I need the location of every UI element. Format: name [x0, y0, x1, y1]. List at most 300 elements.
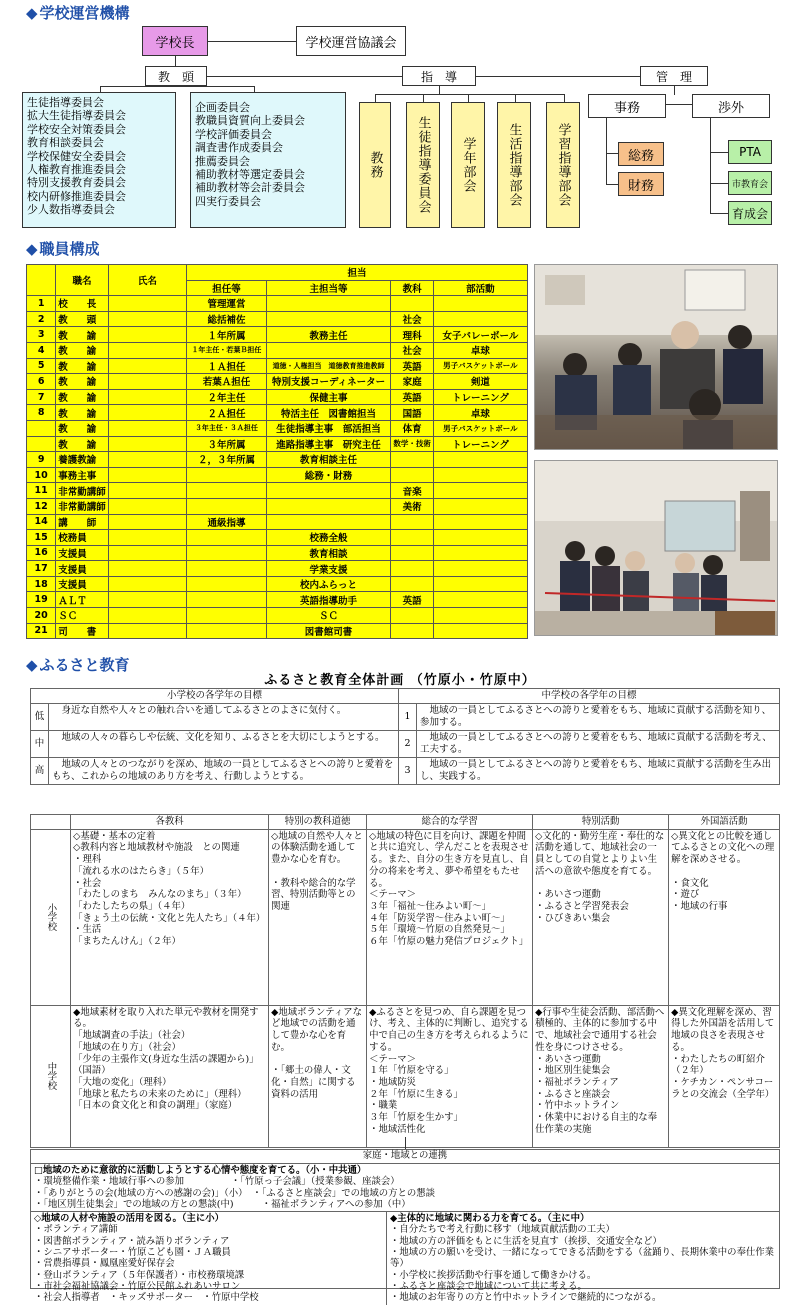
table-cell: ２年主任	[187, 389, 267, 405]
goal-cell: 中	[31, 731, 49, 758]
table-row	[27, 623, 528, 639]
table-cell: １年所属	[187, 327, 267, 343]
table-cell	[433, 514, 527, 530]
table-cell: 5	[27, 358, 56, 374]
table-cell	[391, 576, 434, 592]
jh-row-label: 中学校	[31, 1005, 71, 1147]
connector	[439, 86, 440, 94]
table-cell: 美術	[391, 498, 434, 514]
table-cell	[187, 483, 267, 499]
table-cell: 音楽	[391, 483, 434, 499]
kyoto-box: 教 頭	[145, 66, 207, 86]
committee-item: 拡大生徒指導委員会	[27, 109, 126, 123]
connector	[710, 183, 728, 184]
plan-title: ふるさと教育全体計画 （竹原小・竹原中）	[264, 673, 536, 688]
pta-box: PTA	[728, 140, 772, 164]
table-cell: 17	[27, 561, 56, 577]
table-cell: 教育相談主任	[266, 452, 391, 468]
table-cell	[108, 358, 186, 374]
table-cell: 非常勤講師	[56, 483, 109, 499]
renkei-line: ・「ありがとうの会(地域の方への感謝の会)」（小） ・「ふるさと座談会」での地域の方との懇談	[34, 1187, 436, 1199]
goal-cell: 地域の一員としてふるさとへの誇りと愛着をもち、地域に貢献する活動を生み出し、実践する。	[417, 758, 780, 785]
table-cell: ３年主任・３Ａ担任	[187, 420, 267, 436]
section-title-furusato: ◆ ふるさと教育	[26, 656, 130, 674]
table-cell	[391, 530, 434, 546]
elem-row-label: 小学校	[31, 829, 71, 1005]
table-row	[27, 452, 528, 468]
section-title-staff: ◆ 職員構成	[26, 240, 100, 258]
table-cell: 教 諭	[56, 405, 109, 421]
table-cell	[266, 342, 391, 358]
shido-unit: 生活指導部会	[497, 102, 531, 228]
table-cell	[108, 514, 186, 530]
goals-table	[30, 688, 780, 785]
table-cell: 教育相談	[266, 545, 391, 561]
connector	[606, 118, 607, 184]
table-cell: 剣道	[433, 374, 527, 390]
shogai-box: 渉外	[692, 94, 770, 118]
committee-item: 学校評価委員会	[195, 127, 272, 141]
table-cell	[108, 327, 186, 343]
table-cell	[108, 467, 186, 483]
renkei-head: □地域のために意欲的に活動しようとする心情や態度を育てる。（小・中共通）	[34, 1165, 367, 1176]
table-cell: 10	[27, 467, 56, 483]
goal-cell: 1	[399, 704, 417, 731]
photo-classroom-discussion	[534, 264, 778, 450]
table-cell: 特活主任 図書館担当	[266, 405, 391, 421]
table-cell: 生徒指導主事 部活担当	[266, 420, 391, 436]
goal-cell: 2	[399, 731, 417, 758]
table-cell: 英語指導助手	[266, 592, 391, 608]
table-cell: ＳＣ	[266, 608, 391, 624]
col-header: 部活動	[433, 280, 527, 296]
shido-unit: 教務	[359, 102, 391, 228]
table-cell	[391, 296, 434, 312]
matrix-cell: ◆異文化理解を深め、習得した外国語を活用して地域の良さを表現させる。 ・わたしたちの町紹介（２年） ・ケチカン・ペンサコーラとの交流会（全学年）	[669, 1005, 780, 1147]
connector	[208, 41, 296, 42]
table-cell: 校 長	[56, 296, 109, 312]
table-cell: １年主任・若葉Ｂ担任	[187, 342, 267, 358]
table-cell: 20	[27, 608, 56, 624]
col-header: 教科	[391, 280, 434, 296]
kanri-box: 管 理	[640, 66, 708, 86]
table-cell: 英語	[391, 358, 434, 374]
table-cell: ＳＣ	[56, 608, 109, 624]
table-cell	[108, 296, 186, 312]
connector	[100, 86, 254, 87]
table-cell	[108, 436, 186, 452]
table-row	[27, 576, 528, 592]
table-cell: 教務主任	[266, 327, 391, 343]
table-row	[27, 483, 528, 499]
table-cell: 21	[27, 623, 56, 639]
committee-item: 補助教材等会計委員会	[195, 181, 305, 195]
committee-item: 学校保健安全委員会	[27, 149, 126, 163]
matrix-header: 外国語活動	[669, 815, 780, 830]
somu-box: 総務	[618, 142, 664, 166]
table-cell	[433, 296, 527, 312]
table-cell	[391, 623, 434, 639]
table-cell	[108, 530, 186, 546]
table-cell	[433, 498, 527, 514]
table-cell	[108, 374, 186, 390]
connector	[375, 94, 376, 102]
connector	[375, 94, 565, 95]
table-cell: 7	[27, 389, 56, 405]
table-cell	[433, 608, 527, 624]
table-cell: 校内ふらっと	[266, 576, 391, 592]
committee-item: 調査書作成委員会	[195, 141, 283, 155]
photo-ribbon-cutting	[534, 460, 778, 636]
table-cell: 数学・技術	[391, 436, 434, 452]
renkei-line: ・営農指導員・鳳凰座愛好保存会	[34, 1258, 175, 1270]
renkei-right-head: ◆主体的に地域に関わる力を育てる。（主に中）	[390, 1213, 590, 1225]
table-cell: 教 諭	[56, 436, 109, 452]
table-cell: 女子バレーボール	[433, 327, 527, 343]
table-cell	[108, 592, 186, 608]
table-cell: 管理運営	[187, 296, 267, 312]
renkei-common	[31, 1164, 779, 1212]
table-cell	[266, 498, 391, 514]
table-row	[27, 311, 528, 327]
table-cell	[108, 389, 186, 405]
renkei-right	[387, 1212, 779, 1304]
table-row	[27, 498, 528, 514]
table-cell	[108, 498, 186, 514]
table-cell: 15	[27, 530, 56, 546]
goal-cell: 3	[399, 758, 417, 785]
table-cell	[27, 436, 56, 452]
matrix-cell: ◆地域素材を取り入れた単元や教材を開発する。 「地域調査の手法」（社会） 「地域の在り方」（社会） 「少年の主張作文(身近な生活の課題から)」（国語） 「大地の変化」（理科） 「地球と私たちの未来のために」（理科） 「日本の食文化と和食の調理」（家庭）	[71, 1005, 269, 1147]
committee-list-right	[190, 92, 346, 228]
matrix-cell: ◆地域ボランティアなど地域での活動を通して豊かな心を育む。 ・「郷土の偉人・文化・自然」に関する資料の活用	[269, 1005, 367, 1147]
table-cell	[108, 452, 186, 468]
committee-item: 少人数指導委員会	[27, 203, 115, 217]
connector	[606, 184, 618, 185]
diamond-icon: ◆	[26, 4, 38, 22]
connector	[405, 1137, 406, 1149]
table-cell	[187, 467, 267, 483]
table-cell: 国語	[391, 405, 434, 421]
table-row	[27, 342, 528, 358]
table-cell	[187, 498, 267, 514]
table-cell: 保健主事	[266, 389, 391, 405]
table-cell	[433, 530, 527, 546]
table-cell: 教 諭	[56, 420, 109, 436]
table-row	[27, 358, 528, 374]
matrix-cell: ◆ふるさとを見つめ、自ら課題を見つけ、考え、主体的に判断し、追究する中で自己の生き方を考えられるようにする。 ＜テーマ＞ １年「竹原を守る」 ・地域防災 ２年「竹原に生きる」 ・職業 ３年「竹原を生かす」 ・地域活性化	[367, 1005, 533, 1147]
table-cell	[433, 483, 527, 499]
table-cell	[108, 311, 186, 327]
goal-cell: 地域の人々とのつながりを深め、地域の一員としてふるさとへの誇りと愛着をもち、これからの地域のあり方を考え、行動しようとする。	[49, 758, 399, 785]
table-cell: 校務全般	[266, 530, 391, 546]
table-cell: 支援員	[56, 545, 109, 561]
table-cell: 14	[27, 514, 56, 530]
table-row	[27, 592, 528, 608]
table-cell: 特別支援コーディネーター	[266, 374, 391, 390]
goal-row	[31, 704, 780, 731]
matrix-cell: ◇地域の自然や人々との体験活動を通して豊かな心を育む。 ・教科や総合的な学習、特別活動等との関連	[269, 829, 367, 1005]
renkei-line: ・社会人指導者 ・キッズサポーター ・竹原中学校	[34, 1292, 259, 1304]
table-cell: 3	[27, 327, 56, 343]
table-cell	[391, 608, 434, 624]
activity-matrix	[30, 814, 780, 1148]
table-cell	[108, 608, 186, 624]
matrix-cell: ◇異文化との比較を通してふるさとの文化への理解を深めさせる。 ・食文化 ・遊び ・地域の行事	[669, 829, 780, 1005]
staff-table	[26, 264, 528, 639]
connector	[606, 153, 618, 154]
table-cell	[433, 592, 527, 608]
table-cell: 教 諭	[56, 342, 109, 358]
table-cell: 道徳・人権担当 道徳教育推進教師	[266, 358, 391, 374]
table-cell	[266, 514, 391, 530]
table-cell: トレーニング	[433, 389, 527, 405]
table-cell: 校務員	[56, 530, 109, 546]
renkei-line: ・登山ボランティア（５年保護者）・市校務環境課	[34, 1269, 245, 1281]
table-row	[27, 389, 528, 405]
table-cell: 教 諭	[56, 358, 109, 374]
connector	[674, 86, 675, 95]
goal-cell: 低	[31, 704, 49, 731]
jh-goal-header: 中学校の各学年の目標	[399, 689, 780, 704]
table-cell: ２Ａ担任	[187, 405, 267, 421]
committee-item: 校内研修推進委員会	[27, 189, 126, 203]
table-cell: 11	[27, 483, 56, 499]
table-cell: 9	[27, 452, 56, 468]
table-cell: 司 書	[56, 623, 109, 639]
table-cell	[433, 623, 527, 639]
table-cell: 8	[27, 405, 56, 421]
table-cell: 総務・財務	[266, 467, 391, 483]
renkei-line: ・ふるさと座談会で地域について共に考える。	[390, 1280, 587, 1292]
matrix-cell: ◇基礎・基本の定着 ◇教科内容と地域教材や施設 との関連 ・理科 「流れる水のはたらき」（５年） ・社会 「わたしのまち みんなのまち」（３年） 「わたしたちの県」（４年） 「きょう土の伝統・文化と先人たち」（４年） ・生活 「まちたんけん」（２年）	[71, 829, 269, 1005]
table-cell: 英語	[391, 592, 434, 608]
renkei-line: ・自分たちで考え行動に移す（地域貢献活動の工夫）	[390, 1224, 615, 1236]
connector	[666, 104, 692, 105]
goal-cell: 地域の一員としてふるさとへの誇りと愛着をもち、地域に貢献する活動を考え、工夫する。	[417, 731, 780, 758]
matrix-cell: ◇地域の特色に目を向け、課題を仲間と共に追究し、学んだことを表現させる。また、自分の生き方を見直し、自分の将来を考え、夢や希望をもたせる。 ＜テーマ＞ ３年「福祉～住みよい町～」 ４年「防災学習～住みよい町～」 ５年「環境～竹原の自然発見～」 ６年「竹原の魅力発信プロジェクト」	[367, 829, 533, 1005]
ikuseikai-box: 育成会	[728, 201, 772, 225]
elem-goal-header: 小学校の各学年の目標	[31, 689, 399, 704]
table-cell	[433, 576, 527, 592]
committee-item: 四実行委員会	[195, 194, 261, 208]
table-cell: 社会	[391, 311, 434, 327]
table-cell	[187, 592, 267, 608]
renkei-split	[31, 1212, 779, 1304]
table-cell: 理科	[391, 327, 434, 343]
matrix-header: 総合的な学習	[367, 815, 533, 830]
table-cell: トレーニング	[433, 436, 527, 452]
table-cell: 教 諭	[56, 327, 109, 343]
table-cell: 教 頭	[56, 311, 109, 327]
table-cell: ＡＬＴ	[56, 592, 109, 608]
renkei-box	[30, 1149, 780, 1304]
renkei-line: ・シニアサポーター・竹原こども園・ＪＡ職員	[34, 1247, 231, 1259]
goal-cell: 身近な自然や人々との触れ合いを通してふるさとのよさに気付く。	[49, 704, 399, 731]
matrix-cell: ◆行事や生徒会活動、部活動へ積極的、主体的に参加する中で、地域社会で通用する社会性を身につけさせる。 ・あいさつ運動 ・地区別生徒集会 ・福祉ボランティア ・ふるさと座談会 ・竹中ホットライン ・休業中における自主的な奉仕作業の実施	[533, 1005, 669, 1147]
table-cell	[187, 623, 267, 639]
council-box: 学校運営協議会	[296, 26, 406, 56]
connector	[515, 94, 516, 102]
goal-row	[31, 758, 780, 785]
table-cell	[266, 483, 391, 499]
table-cell	[266, 311, 391, 327]
table-row	[27, 374, 528, 390]
photo-illustration	[535, 265, 778, 450]
connector	[423, 94, 424, 102]
table-cell: 4	[27, 342, 56, 358]
goal-cell: 地域の人々の暮らしや伝統、文化を知り、ふるさとを大切にしようとする。	[49, 731, 399, 758]
table-cell: 2	[27, 311, 56, 327]
shido-box: 指 導	[402, 66, 476, 86]
kyoikukai-box: 市教育会	[728, 171, 772, 195]
table-cell	[108, 405, 186, 421]
table-cell: 非常勤講師	[56, 498, 109, 514]
renkei-line: ・地域の方の評価をもとに生活を見直す（挨拶、交通安全など）	[390, 1235, 662, 1247]
renkei-line: ・「地区別生徒集会」での地域の方との懇談(中) ・福祉ボランティアへの参加（中）	[34, 1198, 411, 1210]
table-cell	[433, 561, 527, 577]
connector	[476, 76, 640, 77]
committee-item: 補助教材等選定委員会	[195, 168, 305, 182]
diamond-icon: ◆	[26, 240, 38, 258]
table-cell	[187, 576, 267, 592]
goal-cell: 地域の一員としてふるさとへの誇りと愛着をもち、地域に貢献する活動を知り、参加する。	[417, 704, 780, 731]
table-cell	[187, 608, 267, 624]
renkei-line: ・図書館ボランティア・読み語りボランティア	[34, 1235, 230, 1247]
table-cell: 卓球	[433, 342, 527, 358]
matrix-header: 特別の教科道徳	[269, 815, 367, 830]
table-cell	[391, 561, 434, 577]
table-cell	[391, 514, 434, 530]
goal-cell: 高	[31, 758, 49, 785]
shido-unit: 生徒指導委員会	[406, 102, 440, 228]
connector	[710, 118, 711, 214]
connector	[175, 56, 176, 66]
matrix-header: 各教科	[71, 815, 269, 830]
table-cell	[108, 545, 186, 561]
table-cell: 家庭	[391, 374, 434, 390]
table-cell: 講 師	[56, 514, 109, 530]
table-cell: 男子バスケットボール	[433, 358, 527, 374]
table-cell: 19	[27, 592, 56, 608]
table-cell	[433, 545, 527, 561]
table-row	[27, 545, 528, 561]
table-cell	[108, 420, 186, 436]
goal-row	[31, 731, 780, 758]
committee-item: 学校安全対策委員会	[27, 122, 126, 136]
table-cell: 6	[27, 374, 56, 390]
table-row	[27, 514, 528, 530]
matrix-cell: ◇文化的・勤労生産・奉仕的な活動を通して、地域社会の一員としての自覚とよりよい生活への意欲や態度を育てる。 ・あいさつ運動 ・ふるさと学習発表会 ・ひびきあい集会	[533, 829, 669, 1005]
renkei-title: 家庭・地域との連携	[31, 1150, 779, 1164]
table-cell	[27, 420, 56, 436]
table-cell	[433, 311, 527, 327]
table-cell	[391, 467, 434, 483]
table-cell: 18	[27, 576, 56, 592]
connector	[207, 76, 402, 77]
table-cell: 体育	[391, 420, 434, 436]
table-cell: 教 諭	[56, 389, 109, 405]
renkei-line: ・地域のお年寄りの方と竹中ホットラインで継続的につながる。	[390, 1292, 662, 1304]
table-cell: 図書館司書	[266, 623, 391, 639]
committee-item: 企画委員会	[195, 101, 250, 114]
committee-item: 人権教育推進委員会	[27, 163, 126, 177]
table-cell: 男子バスケットボール	[433, 420, 527, 436]
committee-item: 教職員資質向上委員会	[195, 114, 305, 128]
table-row	[27, 405, 528, 421]
table-row	[27, 530, 528, 546]
table-cell	[108, 483, 186, 499]
jimu-box: 事務	[588, 94, 666, 118]
table-row	[27, 467, 528, 483]
table-row	[27, 561, 528, 577]
diamond-icon: ◆	[26, 656, 38, 674]
table-cell	[187, 530, 267, 546]
table-cell: 支援員	[56, 576, 109, 592]
renkei-line: ・地域の方の願いを受け、一緒になってできる活動をする（盆踊り、長期休業中の奉仕作業等）	[390, 1247, 775, 1270]
table-cell	[433, 452, 527, 468]
renkei-left	[31, 1212, 387, 1304]
table-cell	[433, 467, 527, 483]
table-cell: ２，３年所属	[187, 452, 267, 468]
table-row	[27, 420, 528, 436]
table-cell: 英語	[391, 389, 434, 405]
table-cell: 1	[27, 296, 56, 312]
renkei-line: ・ボランティア講師	[34, 1224, 118, 1236]
zaimu-box: 財務	[618, 172, 664, 196]
table-cell	[108, 561, 186, 577]
table-cell	[187, 545, 267, 561]
table-cell: １Ａ担任	[187, 358, 267, 374]
table-row	[27, 327, 528, 343]
committee-item: 推薦委員会	[195, 154, 250, 168]
renkei-line: ・環境整備作業・地域行事への参加 ・「竹原っ子会議」（授業参観、座談会）	[34, 1176, 400, 1188]
col-header: 主担当等	[266, 280, 391, 296]
table-cell	[108, 576, 186, 592]
matrix-header: 特別活動	[533, 815, 669, 830]
principal-box: 学校長	[142, 26, 208, 56]
connector	[564, 94, 565, 102]
table-cell	[391, 545, 434, 561]
table-cell	[266, 296, 391, 312]
table-cell: 学業支援	[266, 561, 391, 577]
col-header: 氏名	[108, 265, 186, 296]
table-row	[27, 436, 528, 452]
table-cell: 若葉Ａ担任	[187, 374, 267, 390]
renkei-left-head: ◇地域の人材や施設の活用を図る。（主に小）	[34, 1213, 225, 1225]
connector	[710, 152, 728, 153]
table-row	[27, 608, 528, 624]
table-cell: 教 諭	[56, 374, 109, 390]
table-cell: ３年所属	[187, 436, 267, 452]
table-cell: 総括補佐	[187, 311, 267, 327]
section-title-org: ◆ 学校運営機構	[26, 4, 130, 22]
table-cell	[108, 342, 186, 358]
table-cell: 支援員	[56, 561, 109, 577]
table-cell: 12	[27, 498, 56, 514]
table-cell: 卓球	[433, 405, 527, 421]
col-header: 担任等	[187, 280, 267, 296]
committee-item: 生徒指導委員会	[27, 96, 104, 109]
col-header: 職名	[56, 265, 109, 296]
shido-unit: 学習指導部会	[546, 102, 580, 228]
renkei-line: ・市社会福祉協議会・竹原公民館ふれあいサロン	[34, 1280, 241, 1292]
col-header: 担当	[187, 265, 528, 281]
table-cell: 社会	[391, 342, 434, 358]
table-cell	[391, 452, 434, 468]
shido-unit: 学年部会	[451, 102, 485, 228]
connector	[710, 213, 728, 214]
